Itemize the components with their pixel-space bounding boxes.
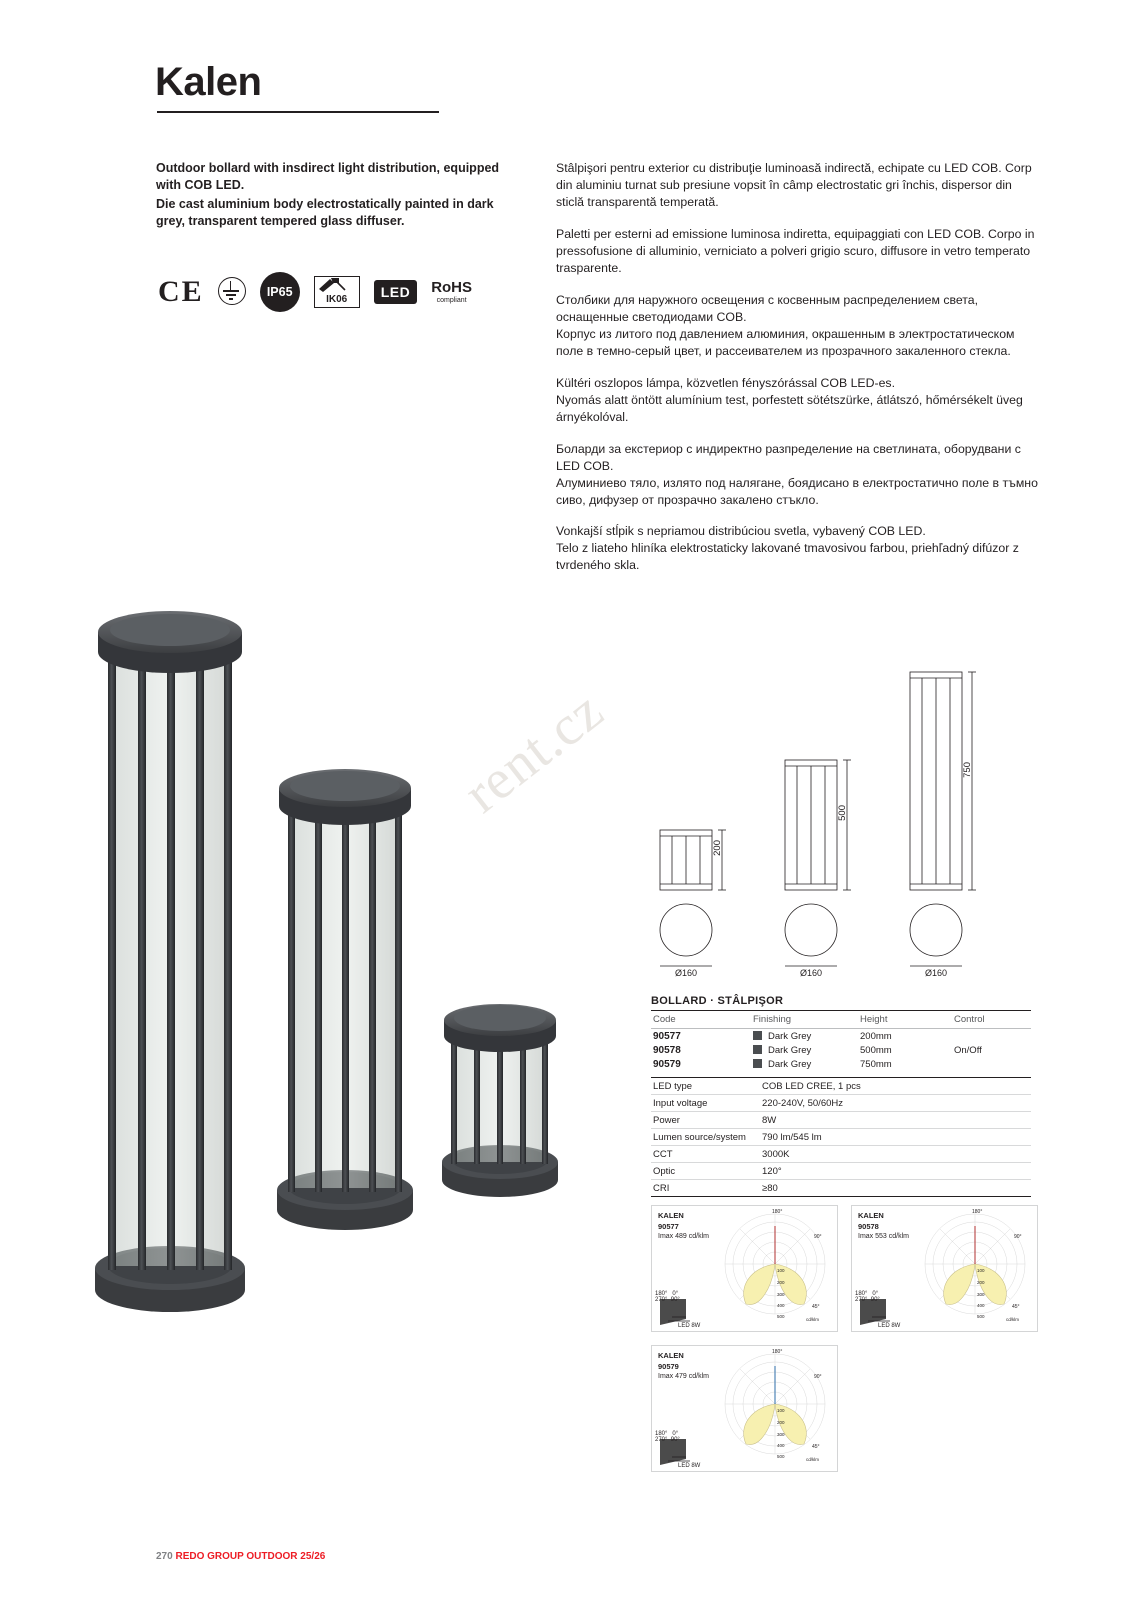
ip65-badge-icon: IP65 xyxy=(260,272,300,312)
cell-code: 90577 xyxy=(653,1030,681,1042)
description-ru: Столбики для наружного освещения с косвенным распределением света, оснащенные светодиодами COB. Корпус из литого под давлением алюминия, окрашенным в электростатическом поле в темно-серый цвет, и рассеивателем из прозрачного закаленного стекла. xyxy=(556,292,1015,358)
photometry-imax: Imax 489 cd/klm xyxy=(658,1232,709,1240)
svg-text:300: 300 xyxy=(977,1292,985,1297)
svg-text:200: 200 xyxy=(777,1420,785,1425)
description-left-line-1: Outdoor bollard with insdirect light distribution, equipped with COB LED. xyxy=(156,161,500,192)
photometry-card-90579 xyxy=(651,1345,838,1472)
spec-value: 220-240V, 50/60Hz xyxy=(760,1095,1031,1112)
cell-finishing: Dark Grey xyxy=(751,1043,858,1057)
bollard-200 xyxy=(442,1004,558,1197)
spec-row xyxy=(651,1129,1031,1146)
photometry-source: LED 8W xyxy=(678,1463,701,1469)
angle-label-90: 90° xyxy=(814,1234,822,1240)
class-ii-earth-icon xyxy=(218,277,246,307)
dimension-diameter-500: Ø160 xyxy=(799,968,823,978)
dimension-height-500: 500 xyxy=(837,805,848,821)
codes-table xyxy=(651,1010,1031,1071)
photometry-header xyxy=(658,1351,709,1381)
spec-row xyxy=(651,1146,1031,1163)
watermark: rent.cz xyxy=(452,679,616,825)
spec-label: LED type xyxy=(651,1078,760,1095)
photometry-source: LED 8W xyxy=(678,1323,701,1329)
photometry-card-90577 xyxy=(651,1205,838,1332)
cell-control xyxy=(952,1029,1031,1044)
spec-value: COB LED CREE, 1 pcs xyxy=(760,1078,1031,1095)
table-title: BOLLARD · STÂLPIŞOR xyxy=(651,995,784,1007)
photometry-plane-labels-2: 270° 90° xyxy=(655,1437,680,1443)
photometry-plane-labels: 180° 0° xyxy=(855,1291,879,1297)
photometry-code: 90579 xyxy=(658,1361,679,1371)
cell-code: 90578 xyxy=(653,1044,681,1056)
product-photo xyxy=(60,590,560,1330)
page-footer xyxy=(156,1551,325,1562)
cell-control: On/Off xyxy=(954,1044,982,1056)
description-ro: Stâlpişori pentru exterior cu distribuţie luminoasă indirectă, echipate cu LED COB. Corp din aluminiu turnat sub presiune vopsit în câmp electrostatic gri închis, dispersor din sticlă transparentă temperată. xyxy=(556,161,1032,209)
description-left xyxy=(156,160,526,232)
svg-text:90°: 90° xyxy=(1014,1234,1022,1240)
photometry-imax: Imax 479 cd/klm xyxy=(658,1372,709,1380)
color-swatch-icon xyxy=(753,1059,762,1068)
column-control: Control xyxy=(952,1011,1031,1029)
photometry-imax: Imax 553 cd/klm xyxy=(858,1232,909,1240)
color-swatch-icon xyxy=(753,1031,762,1040)
photometry-name: KALEN xyxy=(858,1211,884,1220)
photometry-code: 90578 xyxy=(858,1221,879,1231)
bollard-750 xyxy=(95,611,245,1312)
svg-text:100: 100 xyxy=(777,1268,785,1273)
svg-text:300: 300 xyxy=(777,1292,785,1297)
svg-text:cd/klm: cd/klm xyxy=(806,1457,820,1462)
cell-height: 500mm xyxy=(860,1044,892,1056)
spec-label: CRI xyxy=(651,1180,760,1197)
rohs-badge-icon xyxy=(431,280,472,304)
cell-finishing: Dark Grey xyxy=(751,1057,858,1071)
photometry-header xyxy=(658,1211,709,1241)
photometry-card-90578 xyxy=(851,1205,1038,1332)
description-sk: Vonkajší stĺpik s nepriamou distribúciou svetla, vybavený COB LED. Telo z liateho hliníka elektrostaticky lakované tmavosivou farbou, priehľadný difúzor z tvrdeného skla. xyxy=(556,524,1019,573)
svg-text:400: 400 xyxy=(777,1303,785,1308)
angle-label-45: 45° xyxy=(812,1304,820,1310)
dimension-height-200: 200 xyxy=(712,840,723,856)
description-it: Paletti per esterni ad emissione luminosa indiretta, equipaggiati con LED COB. Corpo in pressofusione di alluminio, verniciato a polveri grigio scuro, diffusore in vetro temperato trasparente. xyxy=(556,226,1035,275)
ce-mark-icon: CE xyxy=(158,275,204,308)
column-height: Height xyxy=(858,1011,952,1029)
description-right xyxy=(556,160,1041,589)
svg-text:100: 100 xyxy=(977,1268,985,1273)
spec-label: Power xyxy=(651,1112,760,1129)
dimension-diameter-750: Ø160 xyxy=(924,968,948,978)
technical-drawings xyxy=(650,650,1040,990)
spec-row xyxy=(651,1163,1031,1180)
dimension-diameter-200: Ø160 xyxy=(674,968,698,978)
spec-value: 120° xyxy=(760,1163,1031,1180)
photometry-name: KALEN xyxy=(658,1351,684,1360)
column-finishing: Finishing xyxy=(751,1011,858,1029)
specs-table xyxy=(651,1077,1031,1197)
spec-row xyxy=(651,1112,1031,1129)
table-row xyxy=(651,1029,1031,1044)
led-badge-icon: LED xyxy=(374,280,418,304)
certification-icons xyxy=(158,272,472,312)
cell-control xyxy=(952,1057,1031,1071)
product-table xyxy=(651,995,1031,1197)
svg-text:45°: 45° xyxy=(812,1444,820,1450)
photometry-header xyxy=(858,1211,909,1241)
table-header-row xyxy=(651,1011,1031,1029)
cell-finishing: Dark Grey xyxy=(751,1029,858,1044)
cell-height: 200mm xyxy=(860,1030,892,1042)
svg-text:90°: 90° xyxy=(814,1374,822,1380)
dimension-height-750: 750 xyxy=(962,762,973,778)
svg-text:180°: 180° xyxy=(972,1209,983,1215)
spec-label: Input voltage xyxy=(651,1095,760,1112)
column-code: Code xyxy=(651,1011,751,1029)
svg-text:500: 500 xyxy=(777,1314,785,1319)
photometry-plane-labels-2: 270° 90° xyxy=(655,1297,680,1303)
photometry-plane-labels: 180° 0° xyxy=(655,1291,679,1297)
table-row xyxy=(651,1057,1031,1071)
spec-value: 790 lm/545 lm xyxy=(760,1129,1031,1146)
rohs-sublabel: compliant xyxy=(436,297,467,304)
cell-height: 750mm xyxy=(860,1058,892,1070)
spec-value: 3000K xyxy=(760,1146,1031,1163)
photometry-plane-labels-2: 270° 90° xyxy=(855,1297,880,1303)
spec-value: ≥80 xyxy=(760,1180,1031,1197)
svg-text:200: 200 xyxy=(977,1280,985,1285)
rohs-label: RoHS xyxy=(431,279,473,296)
svg-text:500: 500 xyxy=(777,1454,785,1459)
spec-row xyxy=(651,1180,1031,1197)
photometry-source: LED 8W xyxy=(878,1323,901,1329)
svg-text:cd/klm: cd/klm xyxy=(806,1317,820,1322)
svg-text:400: 400 xyxy=(777,1443,785,1448)
angle-label-180: 180° xyxy=(772,1209,783,1215)
spec-label: Optic xyxy=(651,1163,760,1180)
svg-text:cd/klm: cd/klm xyxy=(1006,1317,1020,1322)
page-number: 270 xyxy=(156,1551,173,1562)
svg-text:180°: 180° xyxy=(772,1349,783,1355)
color-swatch-icon xyxy=(753,1045,762,1054)
table-row xyxy=(651,1043,1031,1057)
bollard-500 xyxy=(277,769,413,1230)
cell-code: 90579 xyxy=(653,1058,681,1070)
svg-text:300: 300 xyxy=(777,1432,785,1437)
spec-label: Lumen source/system xyxy=(651,1129,760,1146)
spec-value: 8W xyxy=(760,1112,1031,1129)
photometry-plane-labels: 180° 0° xyxy=(655,1431,679,1437)
ik06-badge-icon xyxy=(314,276,360,308)
svg-text:100: 100 xyxy=(777,1408,785,1413)
svg-text:400: 400 xyxy=(977,1303,985,1308)
page-title: Kalen xyxy=(155,60,262,104)
ik06-label: IK06 xyxy=(326,294,348,305)
spec-label: CCT xyxy=(651,1146,760,1163)
description-left-line-2: Die cast aluminium body electrostatically painted in dark grey, transparent tempered glass diffuser. xyxy=(156,196,494,228)
description-bg: Боларди за екстериор с индиректно разпределение на светлината, оборудвани с LED COB. Алуминиево тяло, излято под налягане, боядисано в електростатично поле в тъмно сиво, дифузер от прозрачно закалено стъкло. xyxy=(556,441,1038,507)
svg-text:45°: 45° xyxy=(1012,1304,1020,1310)
svg-text:200: 200 xyxy=(777,1280,785,1285)
title-underline xyxy=(157,111,439,113)
description-hu: Kültéri oszlopos lámpa, közvetlen fényszórással COB LED-es. Nyomás alatt öntött alumínium test, porfestett sötétszürke, átlátszó, hőmérsékelt üveg árnyékolóval. xyxy=(556,375,1023,424)
photometry-code: 90577 xyxy=(658,1221,679,1231)
footer-brand: REDO GROUP OUTDOOR 25/26 xyxy=(175,1551,326,1562)
svg-text:500: 500 xyxy=(977,1314,985,1319)
photometry-name: KALEN xyxy=(658,1211,684,1220)
spec-row xyxy=(651,1095,1031,1112)
spec-row xyxy=(651,1078,1031,1095)
